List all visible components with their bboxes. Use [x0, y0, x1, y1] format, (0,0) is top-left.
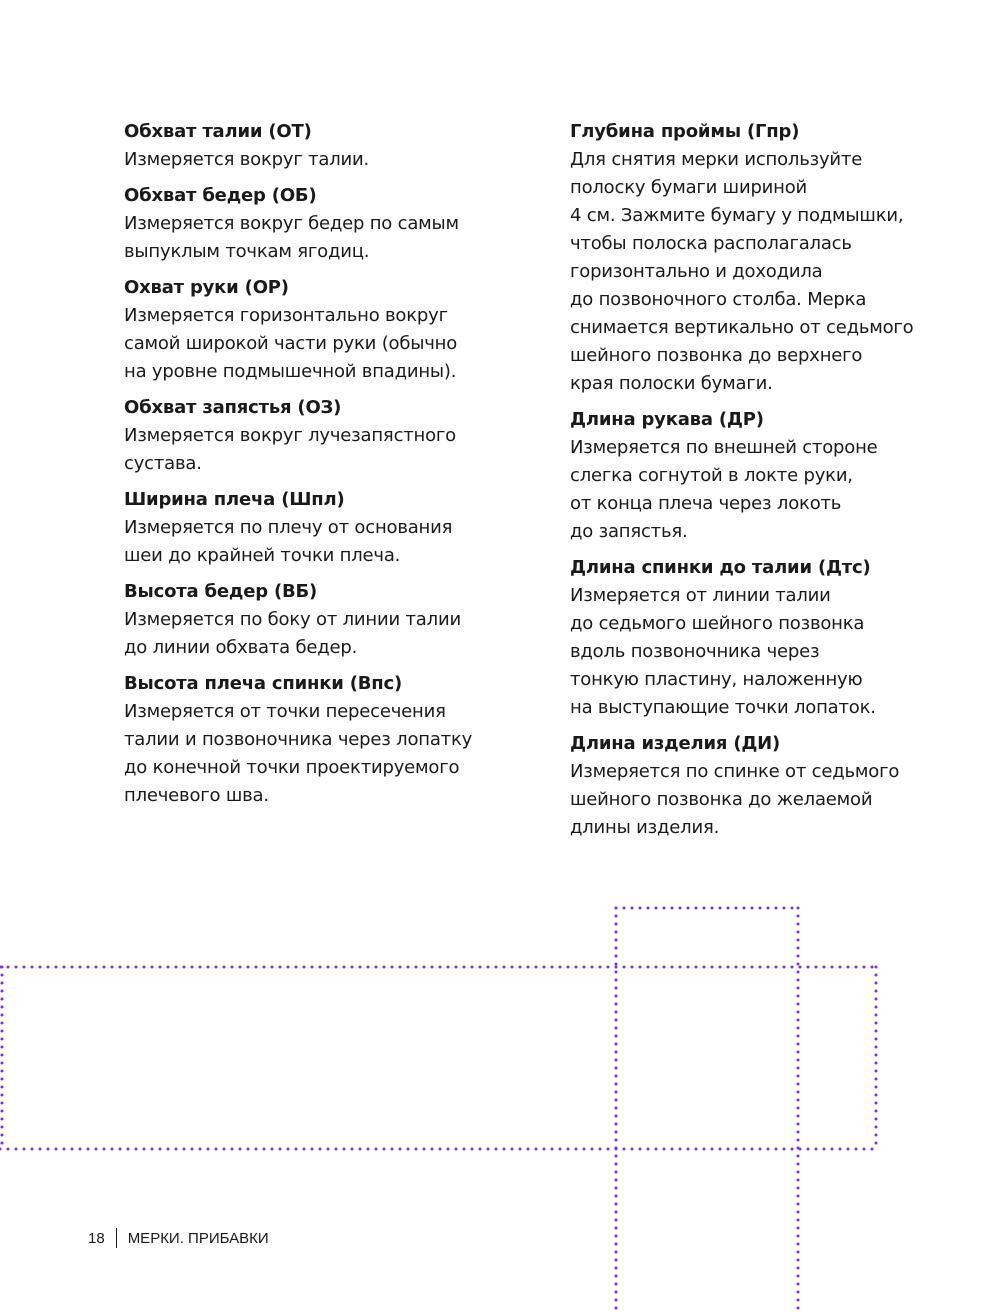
- measure-entry: [124, 182, 524, 266]
- entry-desc: Измеряется от точки пересечения талии и позвоночника через лопатку до конечной точки проектируемого плечевого шва.: [124, 701, 473, 806]
- entry-term: Длина спинки до талии (Дтс): [570, 557, 871, 578]
- entry-term: Обхват талии (ОТ): [124, 121, 312, 142]
- entry-desc: Измеряется по боку от линии талии до линии обхвата бедер.: [124, 609, 461, 658]
- measure-entry: [124, 274, 524, 386]
- entry-desc: Измеряется вокруг лучезапястного сустава.: [124, 425, 456, 474]
- entry-term: Охват руки (ОР): [124, 277, 289, 298]
- entry-term: Длина изделия (ДИ): [570, 733, 781, 754]
- measure-entry: [124, 486, 524, 570]
- page-footer: [88, 1228, 269, 1248]
- entry-term: Ширина плеча (Шпл): [124, 489, 345, 510]
- entry-desc: Для снятия мерки используйте полоску бумаги шириной 4 см. Зажмите бумагу у подмышки, чтобы полоска располагалась горизонтально и доходила до позвоночного столба. Мерка снимается вертикально от седьмого шейного позвонка до верхнего края полоски бумаги.: [570, 149, 914, 394]
- entry-term: Обхват бедер (ОБ): [124, 185, 317, 206]
- measure-entry: [570, 118, 980, 398]
- entry-term: Длина рукава (ДР): [570, 409, 764, 430]
- entry-desc: Измеряется вокруг бедер по самым выпуклым точкам ягодиц.: [124, 213, 459, 262]
- entry-desc: Измеряется по спинке от седьмого шейного позвонка до желаемой длины изделия.: [570, 761, 900, 838]
- left-column: [124, 118, 524, 818]
- entry-term: Высота плеча спинки (Впс): [124, 673, 403, 694]
- section-title: МЕРКИ. ПРИБАВКИ: [127, 1229, 269, 1247]
- entry-term: Высота бедер (ВБ): [124, 581, 318, 602]
- entry-desc: Измеряется вокруг талии.: [124, 149, 370, 170]
- entry-term: Обхват запястья (ОЗ): [124, 397, 342, 418]
- measure-entry: [570, 406, 980, 546]
- measure-entry: [124, 118, 524, 174]
- entry-term: Глубина проймы (Гпр): [570, 121, 800, 142]
- entry-desc: Измеряется по внешней стороне слегка согнутой в локте руки, от конца плеча через локоть до запястья.: [570, 437, 878, 542]
- entry-desc: Измеряется по плечу от основания шеи до крайней точки плеча.: [124, 517, 453, 566]
- measure-entry: [124, 394, 524, 478]
- measure-entry: [124, 578, 524, 662]
- entry-desc: Измеряется горизонтально вокруг самой широкой части руки (обычно на уровне подмышечной впадины).: [124, 305, 458, 382]
- entry-desc: Измеряется от линии талии до седьмого шейного позвонка вдоль позвоночника через тонкую пластину, наложенную на выступающие точки лопаток.: [570, 585, 876, 718]
- page-number: 18: [88, 1229, 105, 1247]
- measure-entry: [570, 730, 980, 842]
- footer-divider: [116, 1228, 117, 1248]
- measure-entry: [570, 554, 980, 722]
- measure-entry: [124, 670, 524, 810]
- right-column: [570, 118, 980, 850]
